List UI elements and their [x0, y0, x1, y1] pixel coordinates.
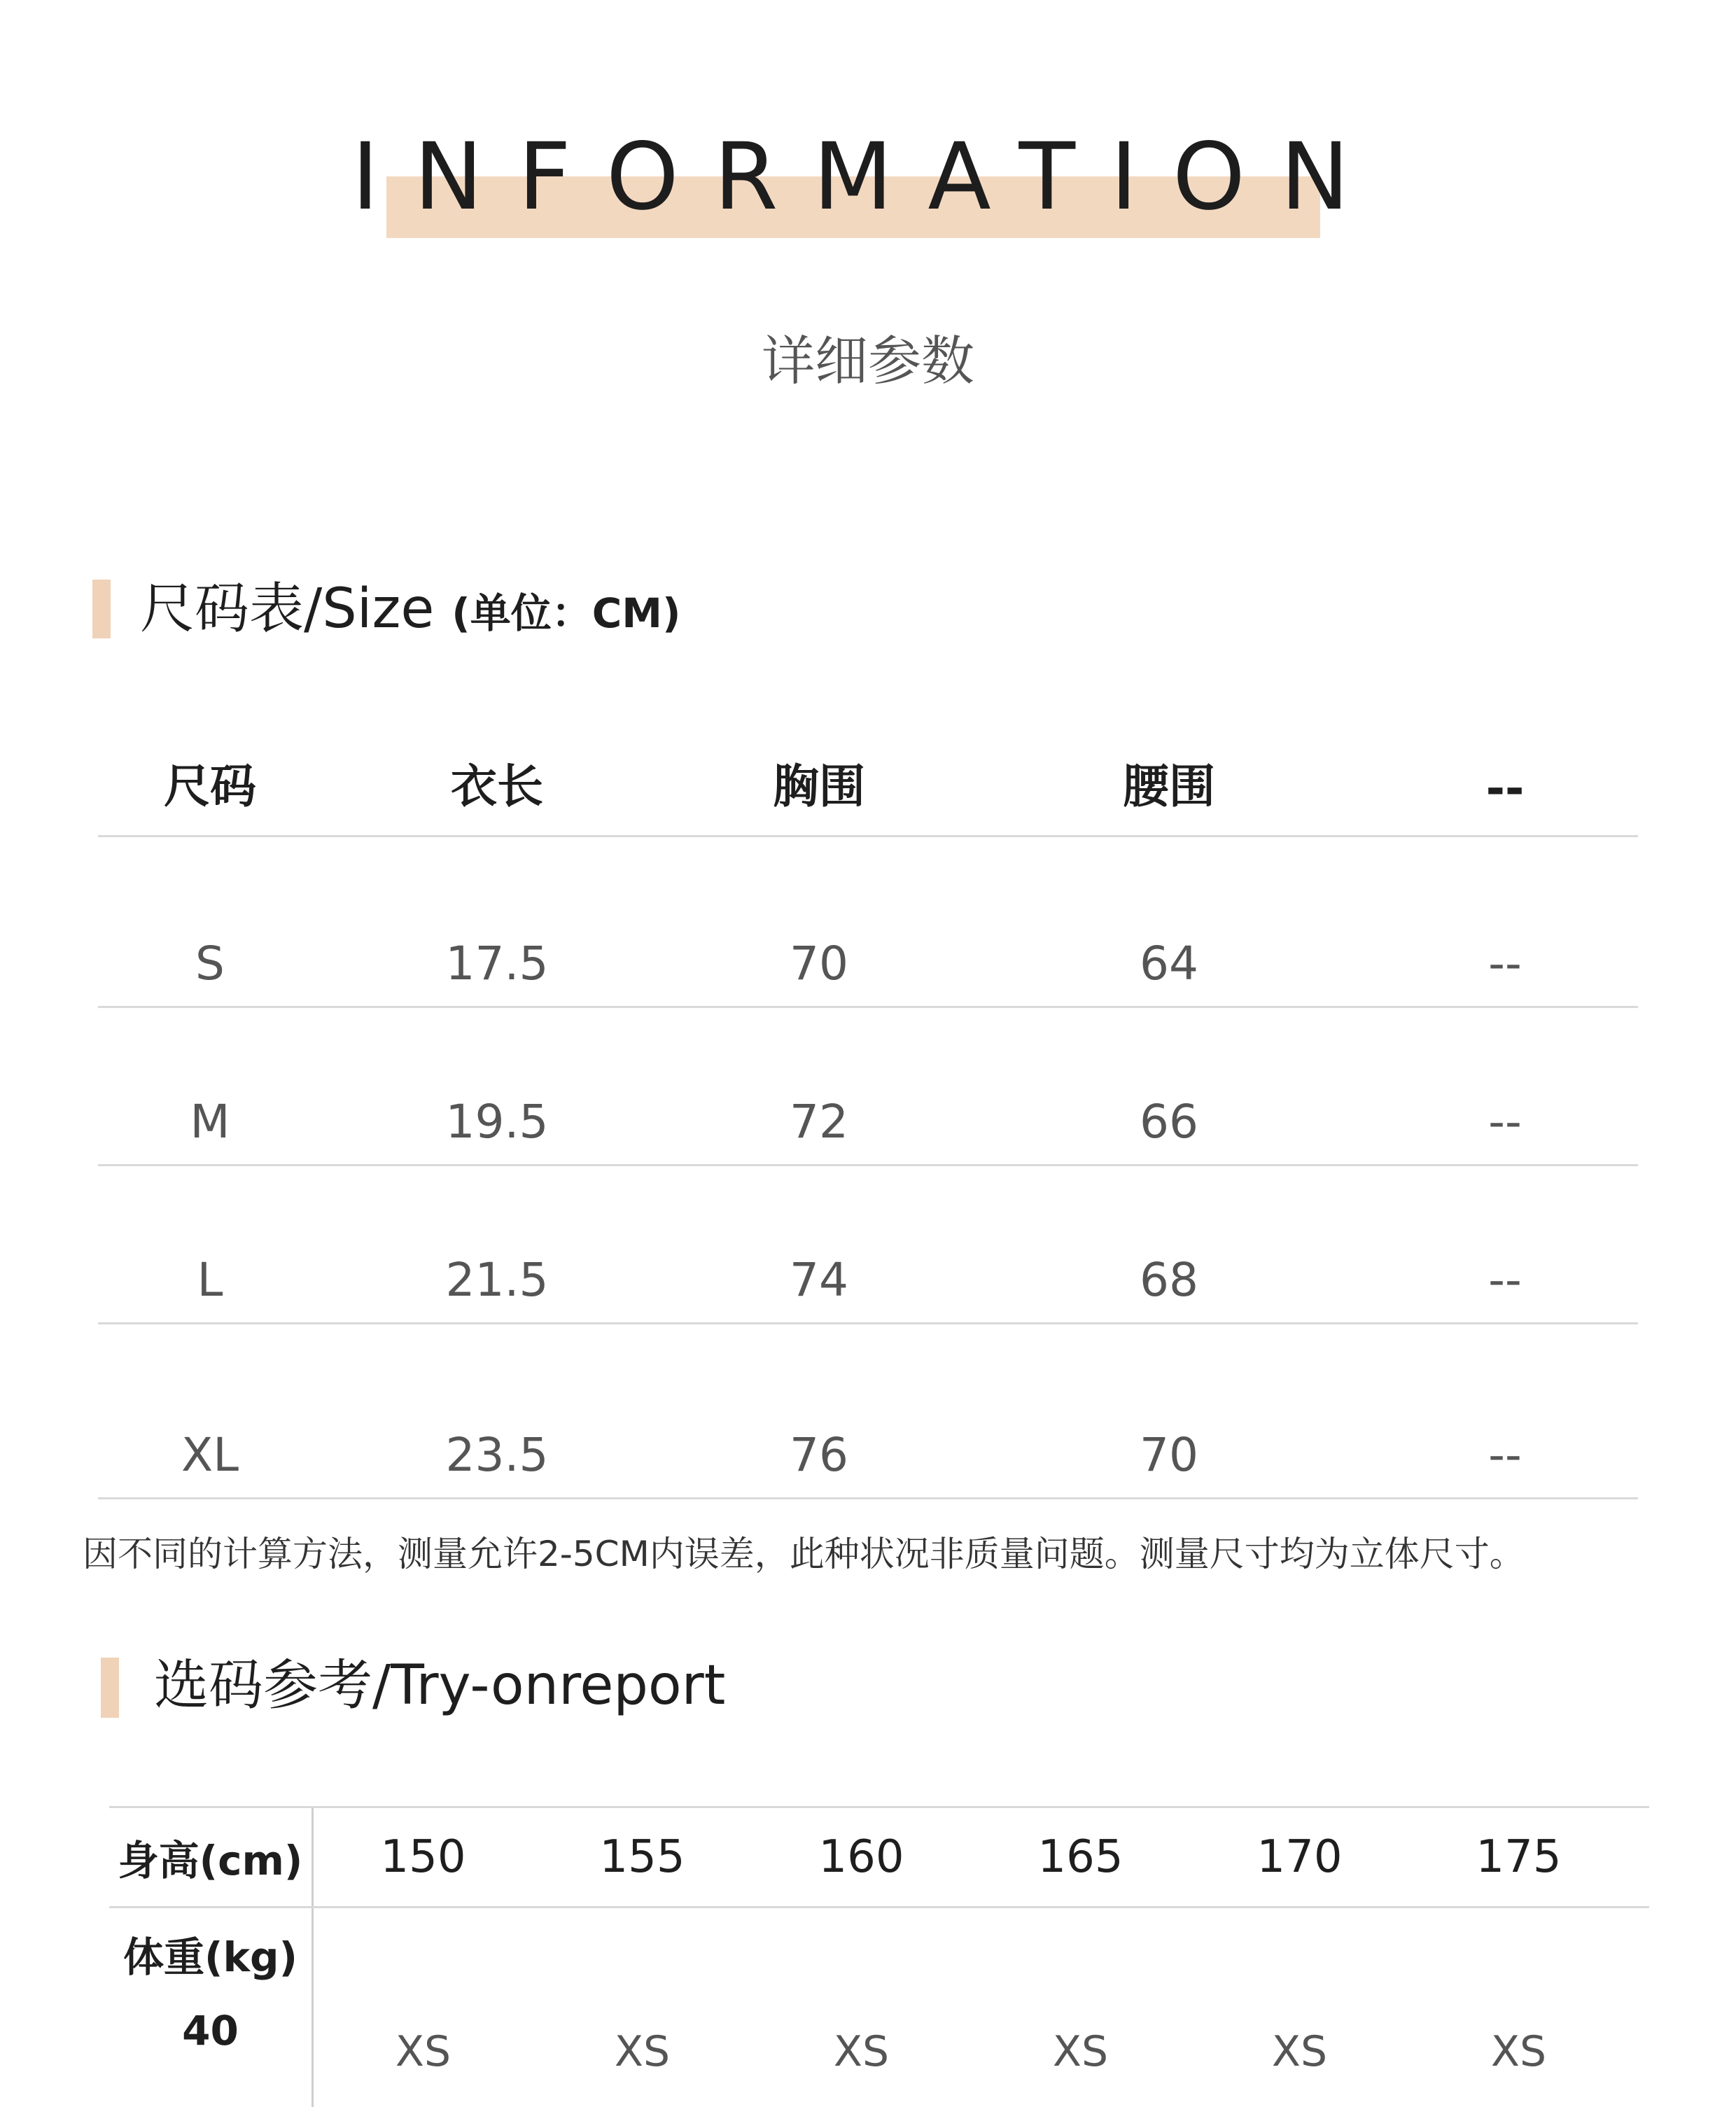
size-table [98, 721, 1638, 1499]
size-section-title: 尺码表/Size [140, 578, 435, 640]
extra-cell: -- [1488, 1253, 1522, 1307]
size-table-header-row [98, 721, 1638, 837]
size-cell: S [195, 937, 225, 990]
table-row [98, 1166, 1638, 1324]
table-row [98, 1324, 1638, 1499]
size-col-header: 尺码 [164, 760, 256, 813]
length-cell: 19.5 [445, 1095, 549, 1149]
page-subtitle: 详细参数 [762, 330, 974, 392]
waist-cell: 68 [1140, 1253, 1198, 1307]
height-value: 165 [1037, 1831, 1124, 1883]
recommended-size: XS [614, 2027, 671, 2076]
height-value: 160 [818, 1831, 904, 1883]
extra-cell: -- [1488, 1095, 1522, 1149]
bust-cell: 76 [790, 1428, 848, 1482]
size-cell: M [190, 1095, 230, 1149]
page-title: INFORMATION [351, 123, 1385, 231]
tryon-section-title: 选码参考/Try-onreport [154, 1654, 726, 1717]
length-col-header: 衣长 [451, 760, 543, 813]
length-cell: 17.5 [445, 937, 549, 990]
weight-value: 40 [109, 1999, 314, 2107]
measurement-note: 因不同的计算方法，测量允许2-5CM内误差，此种状况非质量问题。测量尺寸均为立体尺寸。 [83, 1534, 1525, 1574]
bust-cell: 72 [790, 1095, 848, 1149]
recommended-size: XS [1052, 2027, 1109, 2076]
height-value: 155 [599, 1831, 685, 1883]
recommended-size: XS [395, 2027, 451, 2076]
waist-col-header: 腰围 [1123, 760, 1215, 813]
height-label: 身高(cm) [109, 1808, 314, 1906]
table-row [109, 1999, 1649, 2107]
height-value: 150 [380, 1831, 466, 1883]
waist-cell: 64 [1140, 937, 1198, 990]
tryon-height-row [109, 1806, 1649, 1908]
table-row [98, 837, 1638, 1008]
waist-cell: 70 [1140, 1428, 1198, 1482]
bust-cell: 70 [790, 937, 848, 990]
bust-col-header: 胸围 [773, 760, 865, 813]
weight-label: 体重(kg) [109, 1908, 314, 1999]
table-row [98, 1008, 1638, 1166]
extra-cell: -- [1488, 937, 1522, 990]
recommended-size: XS [833, 2027, 890, 2076]
height-value: 170 [1256, 1831, 1343, 1883]
recommended-size: XS [1271, 2027, 1328, 2076]
tryon-section-accent-bar [101, 1658, 119, 1718]
size-cell: L [197, 1253, 223, 1307]
tryon-table [109, 1806, 1649, 2107]
extra-cell: -- [1488, 1428, 1522, 1482]
size-section-accent-bar [92, 580, 111, 638]
size-cell: XL [181, 1428, 239, 1482]
length-cell: 21.5 [445, 1253, 549, 1307]
size-section-heading [140, 574, 681, 648]
recommended-size: XS [1490, 2027, 1547, 2076]
size-section-unit: (单位：CM) [451, 589, 681, 637]
waist-cell: 66 [1140, 1095, 1198, 1149]
height-value: 175 [1476, 1831, 1562, 1883]
length-cell: 23.5 [445, 1428, 549, 1482]
bust-cell: 74 [790, 1253, 848, 1307]
tryon-weight-label-row [109, 1908, 1649, 1999]
extra-col-header: -- [1485, 762, 1525, 816]
